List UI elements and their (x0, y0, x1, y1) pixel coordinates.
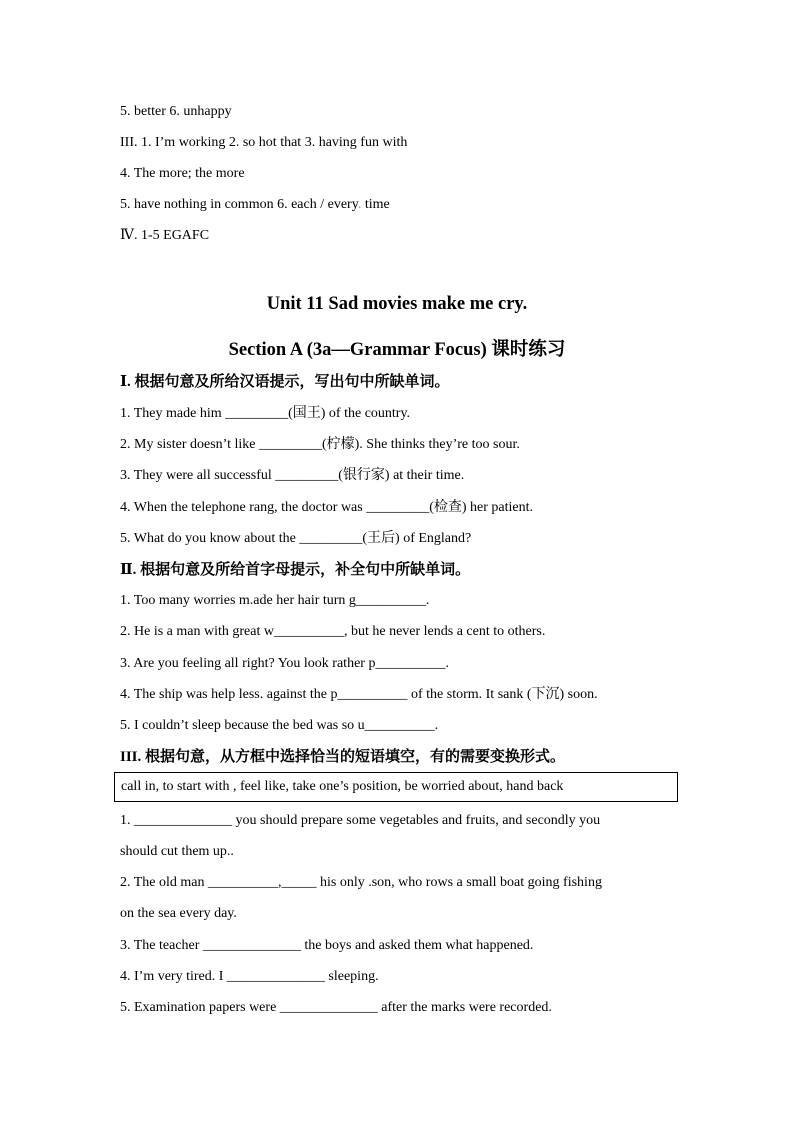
exercise-item: 5. Examination papers were ______________ after the marks were recorded. (120, 1000, 552, 1015)
answer-line: 4. The more; the more (120, 166, 245, 181)
answer-line: Ⅳ. 1-5 EGAFC (120, 228, 210, 243)
section-title: Section A (3a—Grammar Focus) 课时练习 (228, 340, 566, 360)
answer-text: 5. have nothing in common 6. each / every (120, 197, 358, 212)
exercise-item: 4. The ship was help less. against the p__________ of the storm. It sank (下沉) soon. (120, 687, 598, 702)
exercise-item: 3. Are you feeling all right? You look rather p__________. (120, 656, 449, 671)
part3-heading: III. 根据句意，从方框中选择恰当的短语填空，有的需要变换形式。 (120, 749, 566, 765)
exercise-item: 5. I couldn’t sleep because the bed was so u__________. (120, 718, 439, 733)
answer-line (120, 196, 390, 214)
answer-line: III. 1. I’m working 2. so hot that 3. having fun with (120, 135, 408, 150)
part1-heading: Ⅰ. 根据句意及所给汉语提示，写出句中所缺单词。 (120, 374, 450, 390)
answer-text: time (361, 197, 390, 212)
exercise-item: on the sea every day. (120, 906, 237, 921)
phrase-box (114, 772, 678, 802)
exercise-item: 1. Too many worries m.ade her hair turn g__________. (120, 593, 430, 608)
part2-heading: Ⅱ. 根据句意及所给首字母提示，补全句中所缺单词。 (120, 562, 471, 578)
exercise-item: 4. When the telephone rang, the doctor was _________(检查) her patient. (120, 500, 534, 515)
answer-line: 5. better 6. unhappy (120, 104, 232, 119)
exercise-item: 1. They made him _________(国王) of the country. (120, 406, 411, 421)
exercise-item: 2. My sister doesn’t like _________(柠檬). She thinks they’re too sour. (120, 437, 520, 452)
unit-title: Unit 11 Sad movies make me cry. (266, 294, 528, 314)
answer-dot: . (357, 197, 362, 212)
exercise-item: should cut them up.. (120, 844, 234, 859)
exercise-item: 2. The old man __________,_____ his only .son, who rows a small boat going fishing (120, 875, 602, 890)
exercise-item: 3. The teacher ______________ the boys and asked them what happened. (120, 938, 534, 953)
exercise-item: 5. What do you know about the _________(王后) of England? (120, 531, 472, 546)
exercise-item: 1. ______________ you should prepare some vegetables and fruits, and secondly you (120, 813, 601, 828)
phrase-list: call in, to start with , feel like, take one’s position, be worried about, hand back (121, 779, 564, 794)
exercise-item: 3. They were all successful _________(银行家) at their time. (120, 468, 465, 483)
exercise-item: 2. He is a man with great w__________, but he never lends a cent to others. (120, 624, 546, 639)
exercise-item: 4. I’m very tired. I ______________ sleeping. (120, 969, 379, 984)
